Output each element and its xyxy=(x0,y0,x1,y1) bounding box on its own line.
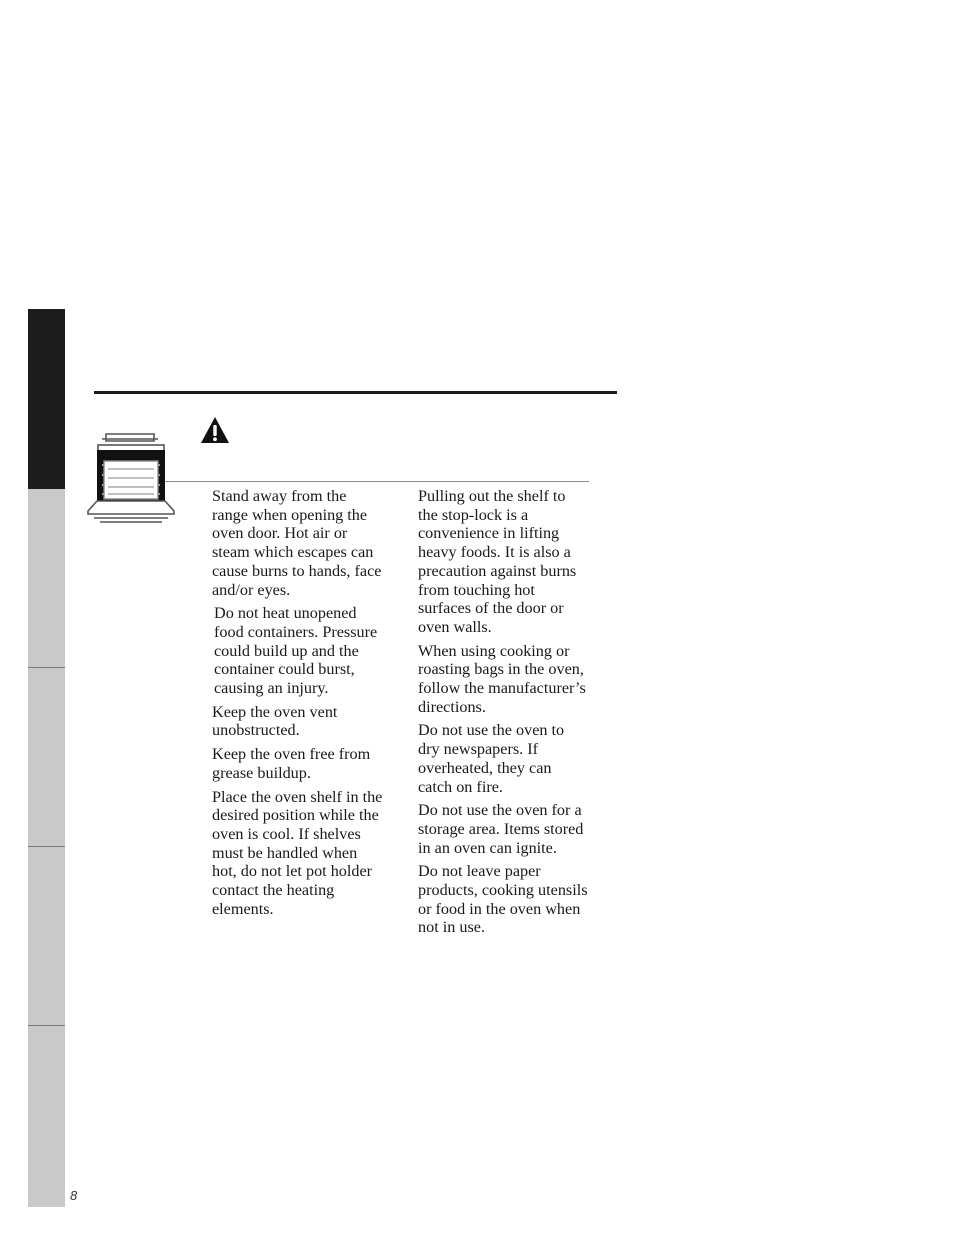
tab-divider xyxy=(28,1025,65,1026)
safety-paragraph: Place the oven shelf in the desired position while the oven is cool. If shelves must be handled when hot, do not let pot holder contact the heating elements. xyxy=(212,787,383,918)
section-tab-grey xyxy=(28,489,65,1207)
header-rule xyxy=(164,481,589,482)
safety-paragraph: Pulling out the shelf to the stop-lock is a convenience in lifting heavy foods. It is also a precaution against burns from touching hot surfaces of the door or oven walls. xyxy=(418,487,577,636)
warning-triangle-icon xyxy=(200,416,230,444)
safety-paragraph: Do not use the oven for a storage area. Items stored in an oven can ignite. xyxy=(418,801,584,857)
left-column xyxy=(212,487,384,923)
tab-divider xyxy=(28,667,65,668)
safety-paragraph: When using cooking or roasting bags in the oven, follow the manufacturer’s directions. xyxy=(418,641,586,716)
page-number: 8 xyxy=(70,1188,78,1203)
safety-paragraph: Do not leave paper products, cooking utensils or food in the oven when not in use. xyxy=(418,862,588,937)
safety-paragraph: Do not use the oven to dry newspapers. If overheated, they can catch on fire. xyxy=(418,721,565,796)
oven-icon xyxy=(84,431,178,525)
safety-paragraph: Keep the oven free from grease buildup. xyxy=(212,745,371,782)
safety-paragraph: Stand away from the range when opening the oven door. Hot air or steam which escapes can cause burns to hands, face and/or eyes. xyxy=(212,487,382,599)
section-rule xyxy=(94,391,617,394)
section-tab-active xyxy=(28,309,65,489)
right-column xyxy=(418,487,588,942)
safety-paragraph: Do not heat unopened food containers. Pressure could build up and the container could burst, causing an injury. xyxy=(214,604,378,698)
tab-divider xyxy=(28,846,65,847)
safety-paragraph: Keep the oven vent unobstructed. xyxy=(212,702,338,740)
